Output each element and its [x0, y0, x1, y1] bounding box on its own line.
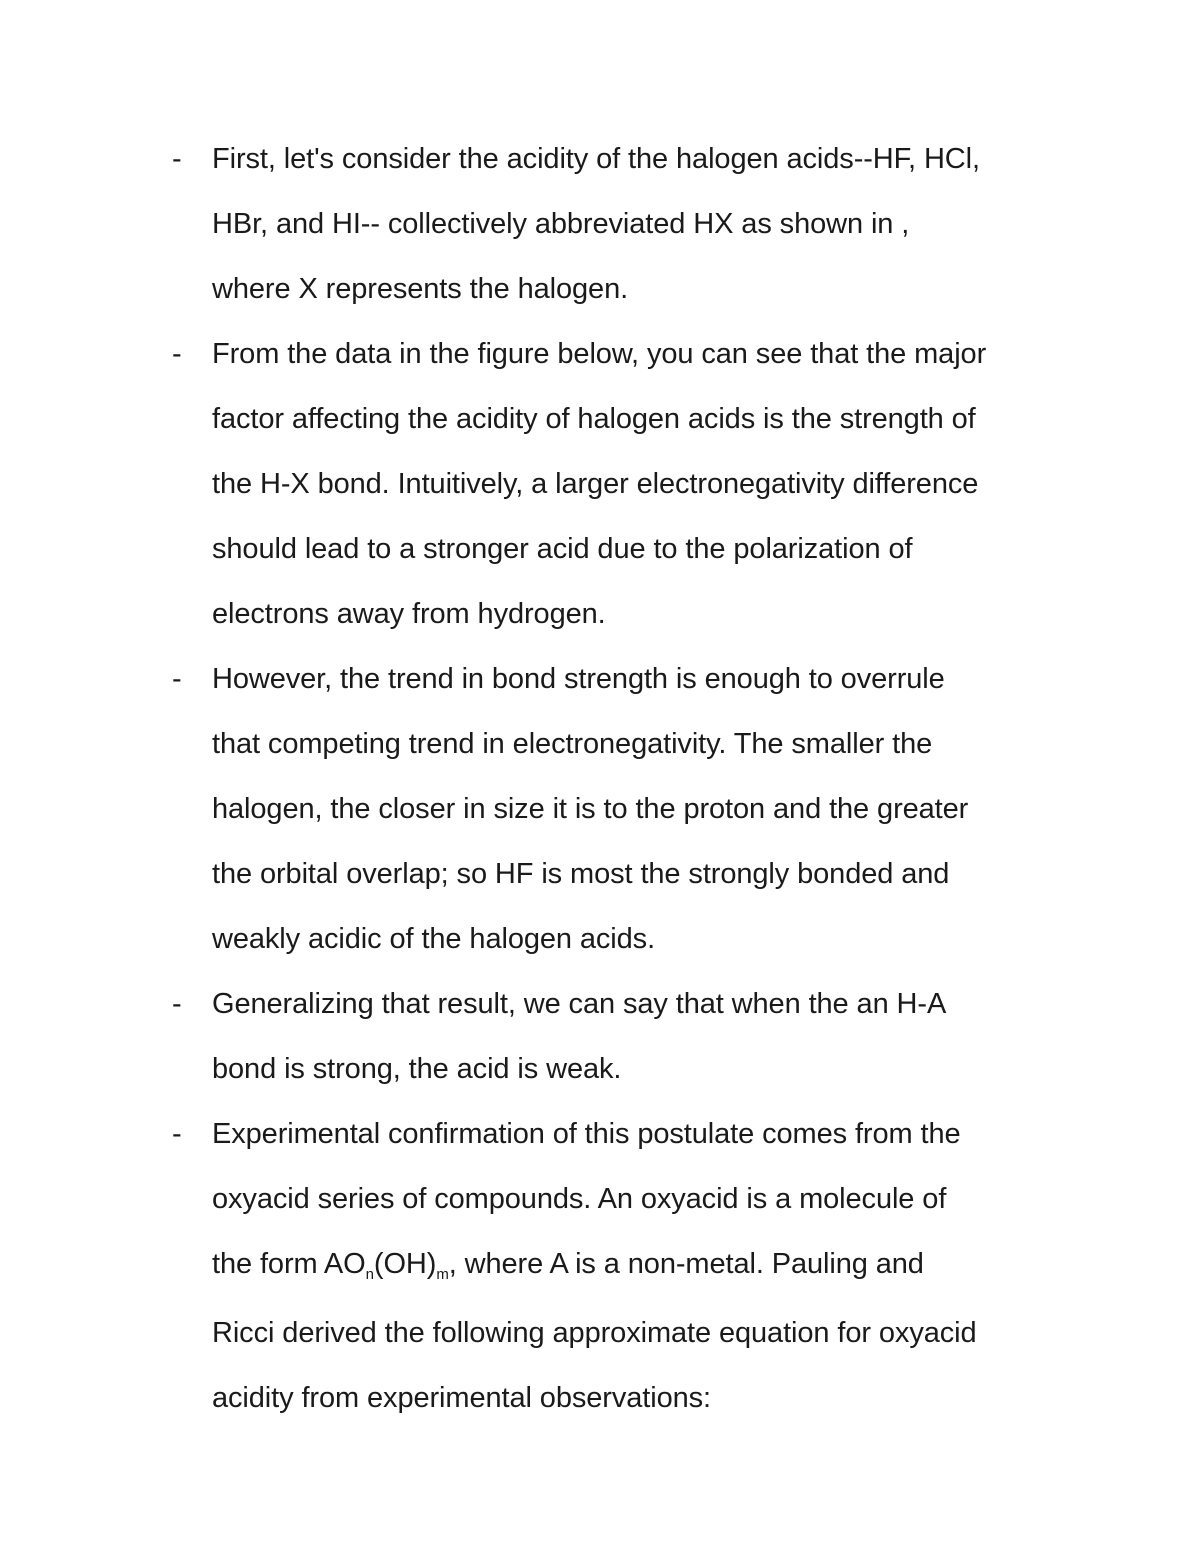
bullet-dash: -: [172, 663, 182, 695]
formula-text-middle: (OH): [373, 1248, 437, 1280]
text-line: the H-X bond. Intuitively, a larger electronegativity difference: [212, 468, 979, 500]
bullet-dash: -: [172, 1118, 182, 1150]
bullet-dash: -: [172, 338, 182, 370]
text-line: Ricci derived the following approximate equation for oxyacid: [212, 1317, 977, 1349]
text-line: oxyacid series of compounds. An oxyacid is a molecule of: [212, 1183, 947, 1215]
text-line: that competing trend in electronegativity. The smaller the: [212, 728, 933, 760]
bullet-text: [212, 322, 1072, 647]
text-line: However, the trend in bond strength is enough to overrule: [212, 663, 945, 695]
text-line: acidity from experimental observations:: [212, 1382, 711, 1414]
bullet-text: [212, 1102, 1072, 1431]
bullet-text: [212, 647, 1072, 972]
bullet-dash: -: [172, 143, 182, 175]
subscript-m: m: [436, 1266, 449, 1283]
formula-line: [212, 1232, 1072, 1301]
text-line: electrons away from hydrogen.: [212, 598, 606, 630]
text-line: should lead to a stronger acid due to the polarization of: [212, 533, 913, 565]
text-line: HBr, and HI-- collectively abbreviated HX as shown in ,: [212, 208, 910, 240]
text-line: bond is strong, the acid is weak.: [212, 1053, 622, 1085]
text-line: the orbital overlap; so HF is most the strongly bonded and: [212, 858, 950, 890]
bullet-item-halogen-acids: [172, 127, 1072, 322]
text-line: First, let's consider the acidity of the halogen acids--HF, HCl,: [212, 143, 980, 175]
formula-text-after: , where A is a non-metal. Pauling and: [448, 1248, 924, 1280]
bullet-item-bond-strength: [172, 322, 1072, 647]
text-line: From the data in the figure below, you can see that the major: [212, 338, 987, 370]
bullet-text: [212, 972, 1072, 1102]
bullet-item-oxyacid: [172, 1102, 1072, 1431]
text-line: factor affecting the acidity of halogen acids is the strength of: [212, 403, 976, 435]
bullet-list: [172, 127, 1072, 1431]
bullet-text: [212, 127, 1072, 322]
text-line: Experimental confirmation of this postulate comes from the: [212, 1118, 961, 1150]
text-line: weakly acidic of the halogen acids.: [212, 923, 656, 955]
text-line: halogen, the closer in size it is to the proton and the greater: [212, 793, 969, 825]
text-line: where X represents the halogen.: [212, 273, 629, 305]
bullet-item-overrule-trend: [172, 647, 1072, 972]
bullet-dash: -: [172, 988, 182, 1020]
subscript-n: n: [365, 1266, 374, 1283]
text-line: Generalizing that result, we can say that when the an H-A: [212, 988, 947, 1020]
bullet-item-generalizing: [172, 972, 1072, 1102]
formula-text-before: the form AO: [212, 1248, 366, 1280]
